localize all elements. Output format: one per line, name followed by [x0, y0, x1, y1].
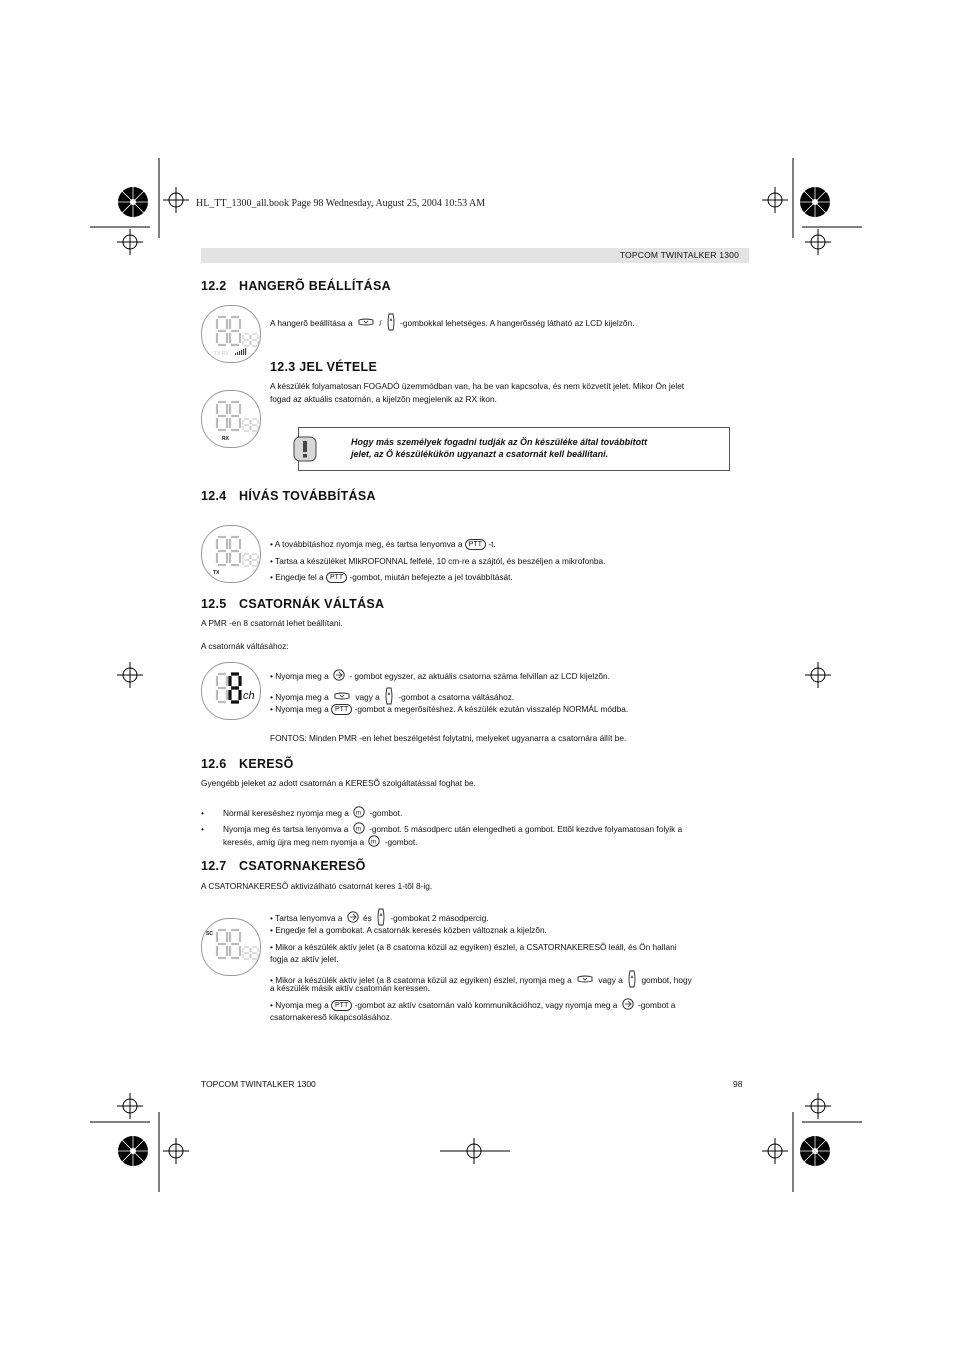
down-button-icon	[357, 317, 375, 331]
section-12-5-bullet-3: • Nyomja meg a PTT -gombot a megerõsítéshez. A készülék ezután visszalép NORMÁL módba.	[270, 704, 629, 714]
bullet: •	[201, 823, 204, 834]
lcd-sc-label: SC	[206, 931, 213, 937]
section-12-6-bullet-2-cont: keresés, amíg újra meg nem nyomja a m -gombot.	[223, 835, 417, 851]
section-12-5-bullet-2: • Nyomja meg a vagy a -gombot a csatorna váltásához.	[270, 686, 514, 710]
info-note	[298, 427, 730, 471]
registration-mark-br	[799, 1135, 831, 1172]
book-header: HL_TT_1300_all.book Page 98 Wednesday, August 25, 2004 10:53 AM	[196, 198, 486, 209]
page-number: 98	[733, 1079, 743, 1089]
registration-mark-tl	[117, 186, 149, 223]
monitor-button-icon	[353, 806, 365, 822]
registration-mark-tr	[799, 186, 831, 223]
exclamation-icon	[292, 435, 318, 468]
section-number: 12.2	[201, 279, 227, 293]
section-12-4-heading: 12.4 HÍVÁS TOVÁBBÍTÁSA	[201, 489, 376, 503]
section-12-4-bullet-2: • Tartsa a készüléket MIkROFONNAL felfelé, 10 cm-re a szájtól, és beszéljen a mikrofonba.	[270, 556, 606, 566]
ptt-button-icon: PTT	[465, 539, 486, 550]
up-button-icon	[386, 312, 396, 336]
lcd-display-tx	[201, 525, 261, 583]
lcd-rx-label: RX	[222, 436, 229, 442]
section-12-2-heading	[201, 279, 391, 293]
up-button-icon	[627, 969, 637, 993]
section-12-6-bullet-1: • Normál kereséshez nyomja meg a m -gombot.	[201, 806, 402, 822]
section-12-7-intro: A CSATORNAKERESÕ aktivizálható csatornát keres 1-tõl 8-ig.	[201, 881, 433, 891]
bullet: •	[201, 807, 204, 818]
lcd-display-rx	[201, 390, 261, 448]
section-12-6-intro: Gyengébb jeleket az adott csatornán a KERESÕ szolgáltatással foghat be.	[201, 778, 476, 788]
ptt-button-icon: PTT	[331, 704, 352, 715]
section-12-5-bullet-1: • Nyomja meg a - gombot egyszer, az aktuális csatorna száma felvillan az LCD kijelzõn.	[270, 669, 610, 685]
section-12-7-heading: 12.7 CSATORNAKERESÕ	[201, 859, 366, 873]
section-12-7-bullet-2: • Engedje fel a gombokat. A csatornák keresés közben változnak a kijelzõn.	[270, 925, 547, 935]
section-12-5-intro-1: A PMR -en 8 csatornát lehet beállítani.	[201, 618, 343, 628]
section-title: HANGERÕ BEÁLLÍTÁSA	[239, 279, 391, 293]
svg-text:m: m	[371, 839, 377, 846]
section-12-6-bullet-2: • Nyomja meg és tartsa lenyomva a m -gombot. 5 másodperc után elengedheti a gombot. Ettõl kezdve folyamatosan folyik a	[201, 822, 682, 838]
footer-title: TOPCOM TWINTALKER 1300	[201, 1079, 316, 1089]
section-12-5-intro-2: A csatornák váltásához:	[201, 641, 289, 651]
section-12-7-bullet-3-cont: fogja az aktív jelet.	[270, 954, 339, 964]
section-12-6-heading: 12.6 KERESÕ	[201, 757, 294, 771]
section-12-7-bullet-3: • Mikor a készülék aktív jelet (a 8 csatorna közül az egyiken) észlel, a CSATORNAKERESÕ leáll, és Ön hallani	[270, 942, 677, 952]
lcd-display-volume	[201, 305, 261, 363]
section-12-5-heading: 12.5 CSATORNÁK VÁLTÁSA	[201, 597, 385, 611]
ptt-button-icon: PTT	[326, 572, 347, 583]
lcd-display-channel	[201, 662, 261, 720]
svg-text:TX RX: TX RX	[214, 351, 229, 357]
section-12-7-bullet-4: • Mikor a készülék aktív jelet (a 8 csatorna közül az egyiken) észlel, nyomja meg a vagy a gombot, hogy	[270, 969, 692, 993]
section-12-4-bullet-3: • Engedje fel a PTT -gombot, miután befejezte a jel továbbítását.	[270, 572, 513, 582]
svg-text:m: m	[356, 810, 362, 817]
ptt-button-icon: PTT	[331, 1000, 352, 1011]
section-12-7-bullet-1: • Tartsa lenyomva a és -gombokat 2 másodpercig.	[270, 907, 489, 931]
header-bar-title: TOPCOM TWINTALKER 1300	[619, 250, 739, 260]
section-12-2-text: A hangerõ beállítása a / -gombokkal lehetséges. A hangerõsség látható az LCD kijelzõn.	[270, 312, 634, 336]
lcd-channel-label: ch	[243, 690, 255, 702]
down-button-icon	[576, 974, 594, 988]
menu-button-icon	[622, 998, 634, 1014]
section-12-3-heading: 12.3 JEL VÉTELE	[270, 360, 378, 374]
lcd-tx-label: TX	[213, 570, 220, 576]
section-12-5-important: FONTOS: Minden PMR -en lehet beszélgetést folytatni, melyeket ugyanarra a csatornára állít be.	[270, 733, 627, 743]
info-note-text: Hogy más személyek fogadni tudják az Ön készüléke által továbbított jelet, az Ö készülékükön ugyanazt a csatornát kell beállítani.	[351, 437, 648, 459]
section-12-7-bullet-4-cont: a készülék másik aktív csatornán keressen.	[270, 983, 431, 993]
registration-mark-bl	[117, 1135, 149, 1172]
header-bar	[201, 248, 749, 263]
svg-text:m: m	[355, 826, 361, 833]
monitor-button-icon	[368, 835, 380, 851]
section-12-4-bullet-1: • A továbbításhoz nyomja meg, és tartsa lenyomva a PTT -t.	[270, 539, 496, 549]
lcd-display-scan	[201, 918, 261, 976]
section-12-7-bullet-5-cont: csatornakeresõ kikapcsolásához.	[270, 1012, 393, 1022]
section-12-3-line-2: fogad az aktuális csatornán, a kijelzõn megjelenik az RX ikon.	[270, 394, 497, 404]
section-12-3-line-1: A készülék folyamatosan FOGADÓ üzemmódban van, ha be van kapcsolva, és nem közvetít jelet. Mikor Ön jelet	[270, 381, 685, 391]
section-12-7-bullet-5: • Nyomja meg a PTT -gombot az aktív csatornán való kommunikációhoz, vagy nyomja meg a -gombot a	[270, 998, 675, 1014]
menu-button-icon	[333, 669, 345, 685]
